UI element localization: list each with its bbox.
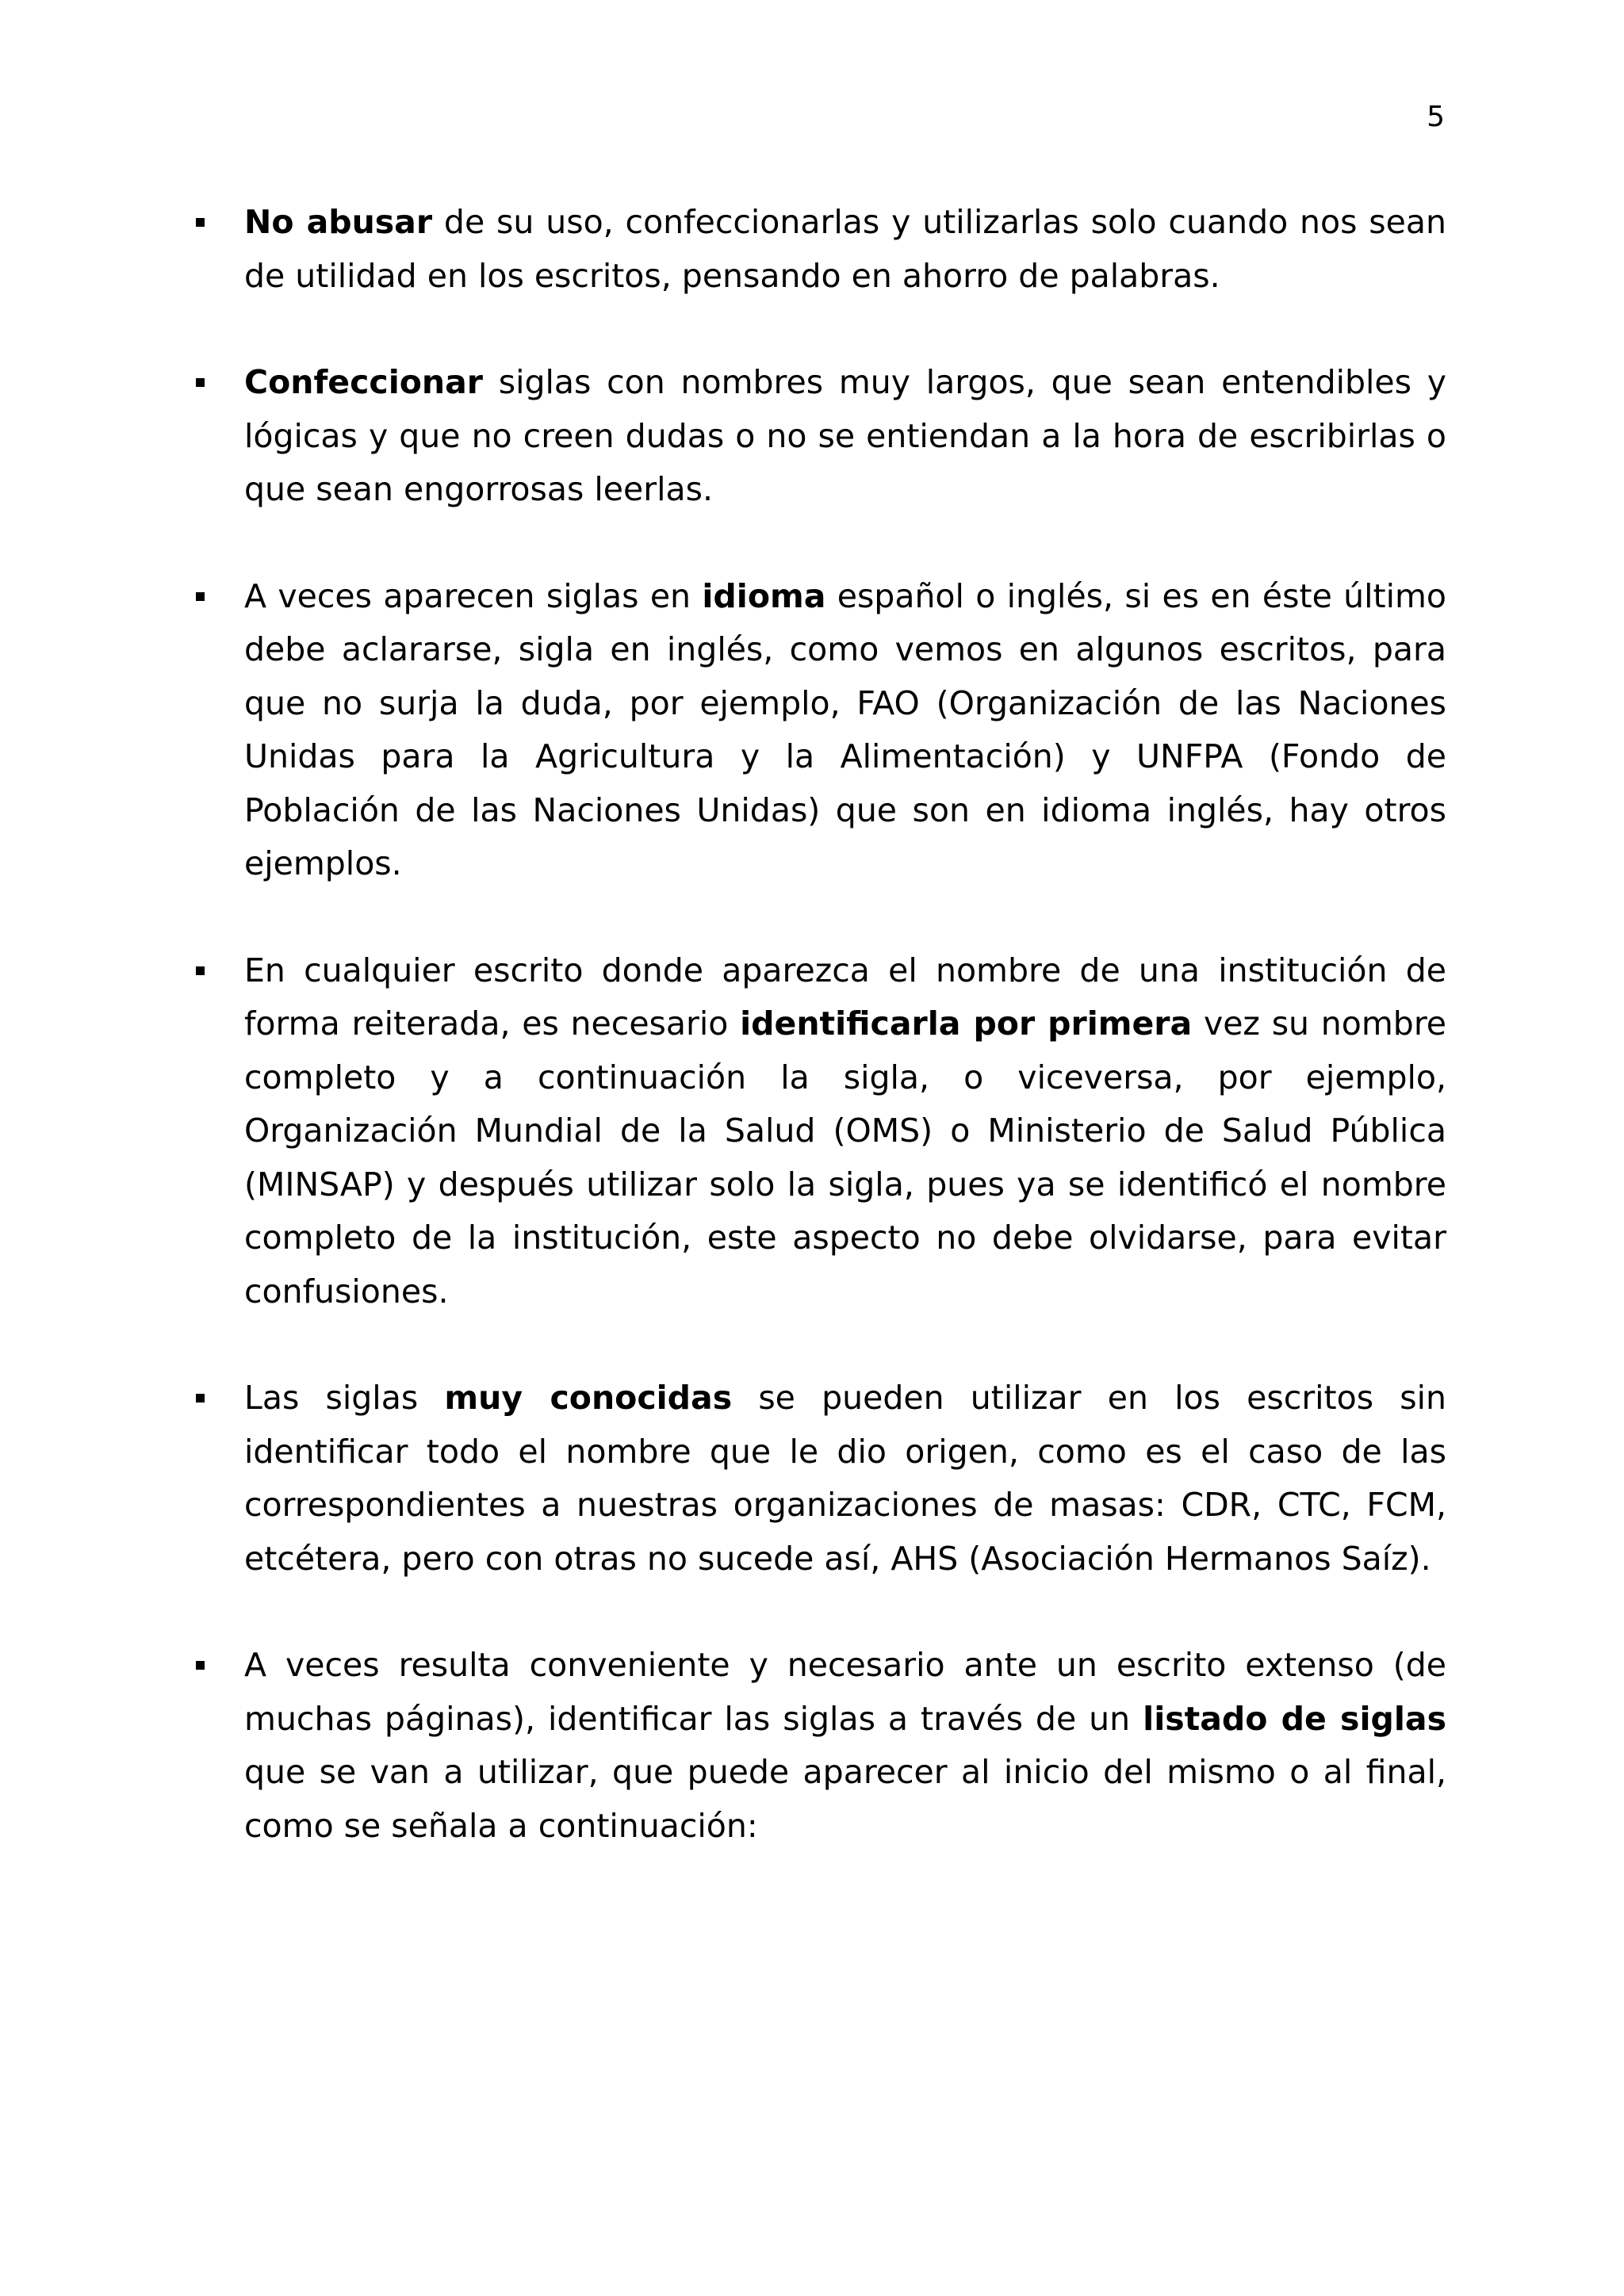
page-number: 5 <box>1427 101 1445 133</box>
text-run: Las siglas <box>244 1379 445 1417</box>
bullet-list <box>191 196 1446 1906</box>
bold-phrase: muy conocidas <box>444 1379 733 1417</box>
bold-phrase: Confeccionar <box>244 363 483 401</box>
bullet-text <box>244 356 1446 517</box>
bullet-text <box>244 1639 1446 1853</box>
bullet-text <box>244 944 1446 1319</box>
text-run: siglas con nombres muy largos, que sean entendibles y lógicas y que no creen dudas o no se entiendan a la hora de escribirlas o que sean engorrosas leerlas. <box>244 363 1446 508</box>
bullet-text <box>244 570 1446 891</box>
text-run: vez su nombre completo y a continuación la sigla, o viceversa, por ejemplo, Organización Mundial de la Salud (OMS) o Ministerio de Salud Pública (MINSAP) y después utilizar solo la sigla, pues ya se identificó el nombre completo de la institución, este aspecto no debe olvidarse, para evitar confusiones. <box>244 1004 1446 1311</box>
list-item <box>191 944 1446 1319</box>
text-run: que se van a utilizar, que puede aparecer al inicio del mismo o al final, como se señala a continuación: <box>244 1753 1446 1845</box>
list-item <box>191 196 1446 303</box>
text-run: se pueden utilizar en los escritos sin identificar todo el nombre que le dio origen, como es el caso de las correspondientes a nuestras organizaciones de masas: CDR, CTC, FCM, etcétera, pero con otras no sucede así, AHS (Asociación Hermanos Saíz). <box>244 1379 1447 1578</box>
square-bullet-icon <box>196 218 205 227</box>
text-run: español o inglés, si es en éste último debe aclararse, sigla en inglés, como vemos en algunos escritos, para que no surja la duda, por ejemplo, FAO (Organización de las Naciones Unidas para la Agricultura y la Alimentación) y UNFPA (Fondo de Población de las Naciones Unidas) que son en idioma inglés, hay otros ejemplos. <box>244 576 1446 882</box>
square-bullet-icon <box>196 592 205 601</box>
list-item <box>191 570 1446 891</box>
text-run: de su uso, confeccionarlas y utilizarlas solo cuando nos sean de utilidad en los escritos, pensando en ahorro de palabras. <box>244 203 1447 295</box>
square-bullet-icon <box>196 378 205 387</box>
list-item <box>191 1372 1446 1586</box>
bullet-text <box>244 196 1446 303</box>
bold-phrase: No abusar <box>244 203 433 241</box>
square-bullet-icon <box>196 1394 205 1402</box>
text-run: En cualquier escrito donde aparezca el nombre de una institución de forma reiterada, es necesario <box>244 951 1446 1043</box>
text-run: A veces resulta conveniente y necesario ante un escrito extenso (de muchas páginas), identificar las siglas a través de un <box>244 1646 1446 1738</box>
list-item <box>191 1639 1446 1853</box>
bold-phrase: identificarla por primera <box>740 1004 1193 1043</box>
bold-phrase: listado de siglas <box>1143 1699 1446 1738</box>
bullet-text <box>244 1372 1446 1586</box>
text-run: A veces aparecen siglas en <box>244 576 703 615</box>
square-bullet-icon <box>196 966 205 975</box>
list-item <box>191 356 1446 517</box>
bold-phrase: idioma <box>702 576 826 615</box>
square-bullet-icon <box>196 1661 205 1670</box>
